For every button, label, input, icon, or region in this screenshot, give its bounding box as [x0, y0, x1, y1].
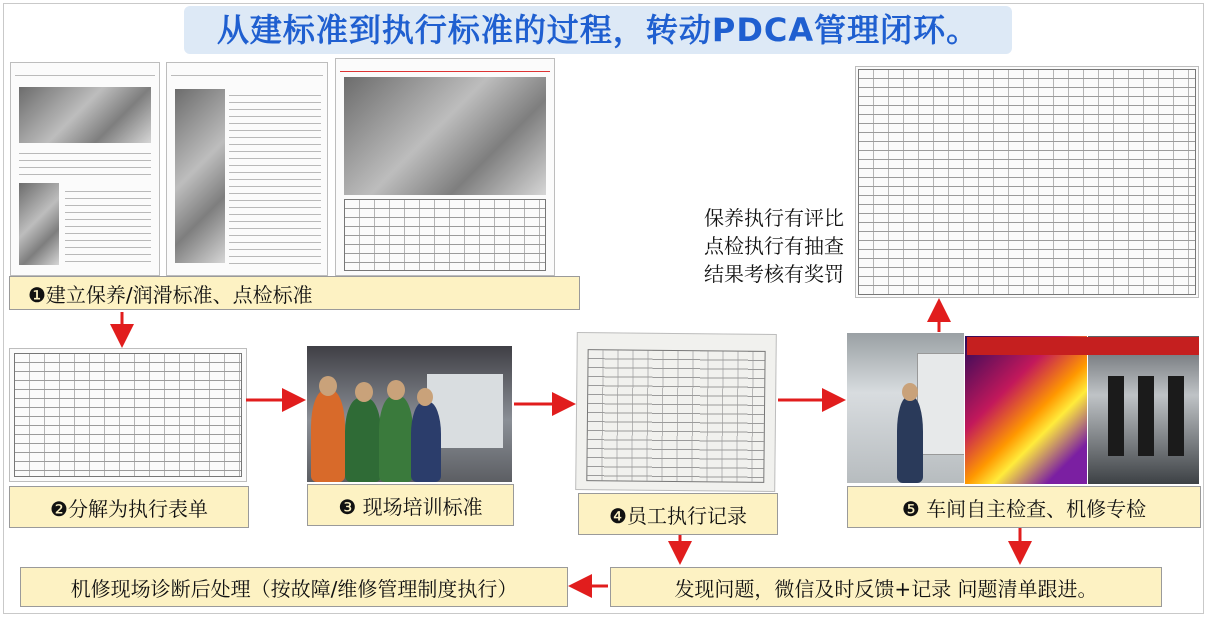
step1-label: ❶建立保养/润滑标准、点检标准: [9, 276, 580, 310]
note-result-reward: 结果考核有奖罚: [704, 262, 844, 286]
step5-label: ❺ 车间自主检查、机修专检: [847, 486, 1201, 528]
feedback-label: 发现问题，微信及时反馈+记录 问题清单跟进。: [610, 567, 1162, 607]
repair-process-label: 机修现场诊断后处理（按故障/维修管理制度执行）: [20, 567, 568, 607]
note-inspection-spotcheck: 点检执行有抽查: [704, 234, 844, 258]
note-maintenance-rating: 保养执行有评比: [704, 206, 844, 230]
step3-label: ❸ 现场培训标准: [307, 484, 514, 526]
slide-title: 从建标准到执行标准的过程，转动PDCA管理闭环。: [184, 6, 1012, 54]
step2-label: ❷分解为执行表单: [9, 486, 249, 528]
step4-label: ❹员工执行记录: [578, 493, 778, 535]
